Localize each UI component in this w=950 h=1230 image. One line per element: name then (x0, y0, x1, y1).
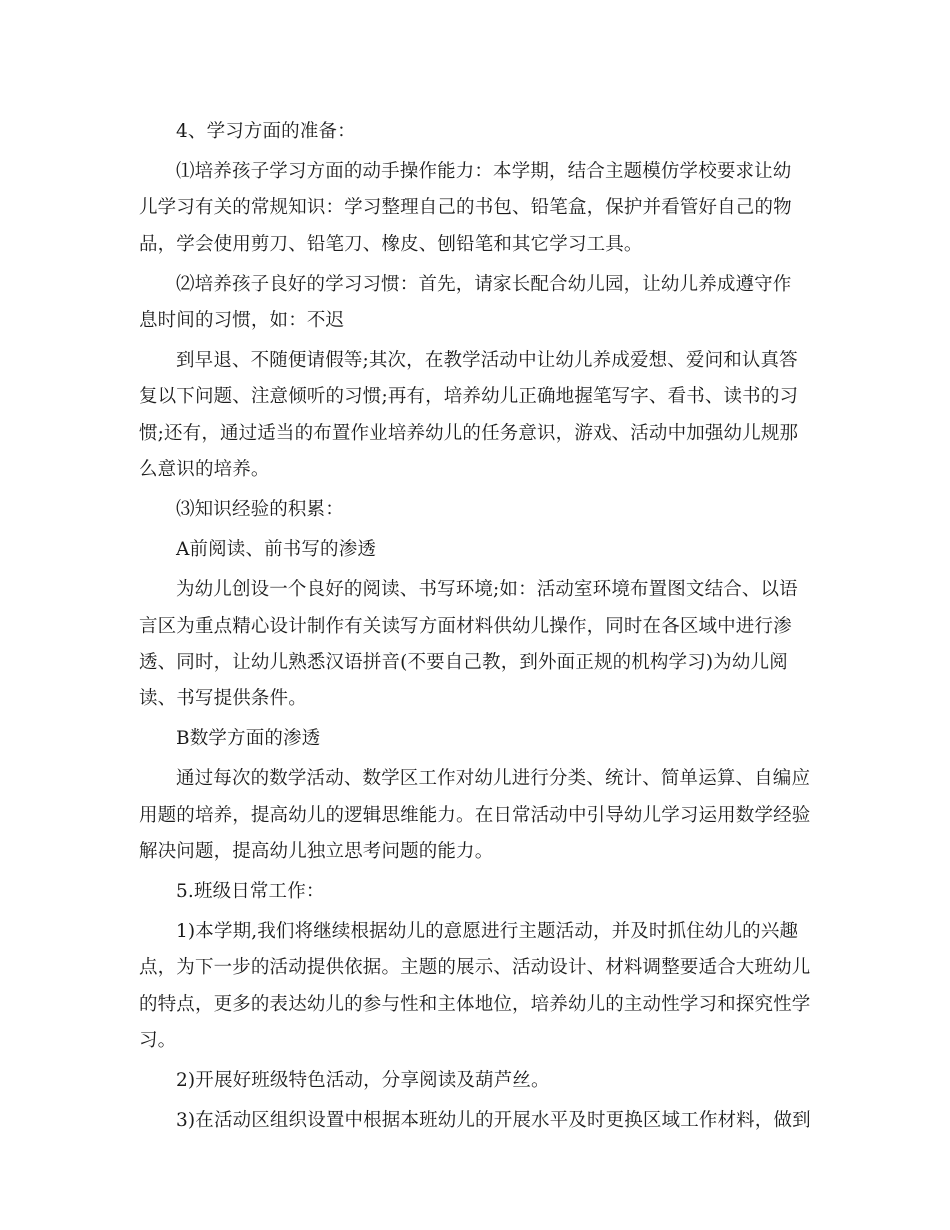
text-line: 复以下问题、注意倾听的习惯;再有，培养幼儿正确地握笔写字、看书、读书的习 (139, 386, 799, 408)
text-line: 习。 (139, 1029, 177, 1051)
text-line: 点，为下一步的活动提供依据。主题的展示、活动设计、材料调整要适合大班幼儿 (139, 957, 811, 979)
text-line: 用题的培养，提高幼儿的逻辑思维能力。在日常活动中引导幼儿学习运用数学经验 (139, 804, 811, 826)
text-line: ⑶知识经验的积累： (176, 499, 344, 521)
text-line: A前阅读、前书写的渗透 (176, 539, 377, 561)
text-line: ⑵培养孩子良好的学习习惯：首先，请家长配合幼儿园，让幼儿养成遵守作 (176, 273, 792, 295)
text-line: 惯;还有，通过适当的布置作业培养幼儿的任务意识，游戏、活动中加强幼儿规那 (139, 422, 799, 444)
document-body (139, 114, 815, 1139)
text-line: 品，学会使用剪刀、铅笔刀、橡皮、刨铅笔和其它学习工具。 (139, 233, 643, 255)
text-line: B数学方面的渗透 (176, 728, 321, 750)
text-line: 解决问题，提高幼儿独立思考问题的能力。 (139, 840, 494, 862)
text-line: 到早退、不随便请假等;其次，在教学活动中让幼儿养成爱想、爱问和认真答 (176, 350, 798, 372)
text-line: 的特点，更多的表达幼儿的参与性和主体地位，培养幼儿的主动性学习和探究性学 (139, 993, 811, 1015)
text-line: ⑴培养孩子学习方面的动手操作能力：本学期，结合主题模仿学校要求让幼 (176, 161, 792, 183)
text-line: 4、学习方面的准备： (176, 121, 356, 142)
text-line: 儿学习有关的常规知识：学习整理自己的书包、铅笔盒，保护并看管好自己的物 (139, 197, 792, 219)
text-line: 为幼儿创设一个良好的阅读、书写环境;如：活动室环境布置图文结合、以语 (176, 579, 798, 601)
text-line: 么意识的培养。 (139, 458, 270, 480)
text-line: 息时间的习惯，如：不迟 (139, 310, 345, 332)
text-line: 透、同时，让幼儿熟悉汉语拼音(不要自己教，到外面正规的机构学习)为幼儿阅 (139, 651, 788, 673)
text-line: 通过每次的数学活动、数学区工作对幼儿进行分类、统计、简单运算、自编应 (176, 768, 811, 790)
text-line: 2)开展好班级特色活动，分享阅读及葫芦丝。 (176, 1070, 550, 1092)
text-line: 3)在活动区组织设置中根据本班幼儿的开展水平及时更换区域工作材料，做到 (176, 1110, 811, 1132)
text-line: 5.班级日常工作： (176, 881, 325, 903)
text-line: 言区为重点精心设计制作有关读写方面材料供幼儿操作，同时在各区域中进行渗 (139, 615, 792, 637)
text-line: 读、书写提供条件。 (139, 688, 307, 710)
text-line: 1)本学期,我们将继续根据幼儿的意愿进行主题活动，并及时抓住幼儿的兴趣 (176, 921, 799, 943)
